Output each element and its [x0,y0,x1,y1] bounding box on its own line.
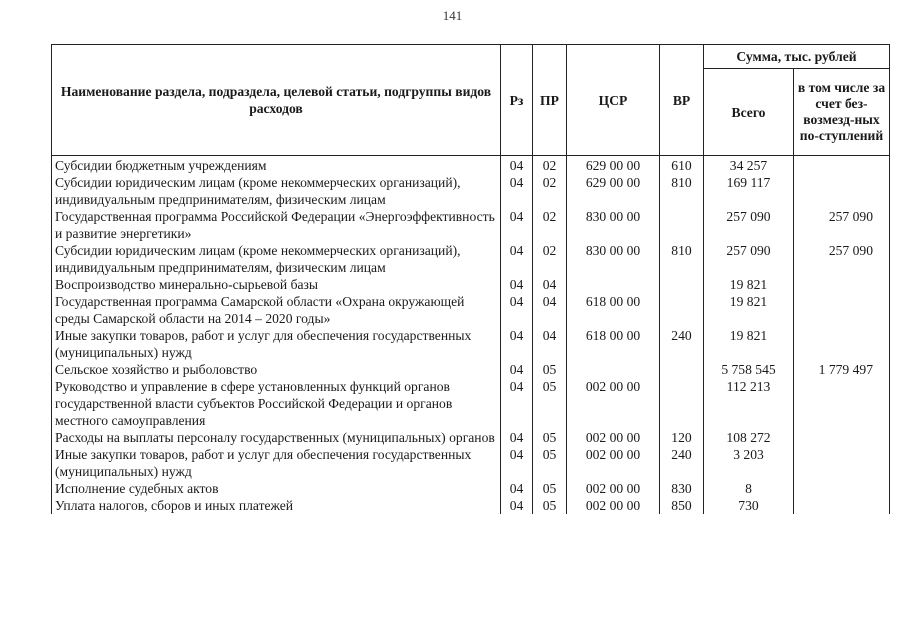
cell-vr: 120 [660,429,704,446]
header-vr: ВР [660,45,704,156]
cell-rz: 04 [501,327,533,361]
cell-total: 112 213 [704,378,794,429]
cell-grant [794,497,890,514]
table-row [52,361,890,378]
cell-rz: 04 [501,293,533,327]
cell-rz: 04 [501,378,533,429]
cell-pr: 05 [533,497,567,514]
cell-pr: 02 [533,242,567,276]
cell-rz: 04 [501,497,533,514]
cell-csr: 830 00 00 [567,208,660,242]
cell-name: Государственная программа Российской Федерации «Энергоэффективность и развитие энергетики» [52,208,501,242]
table-row [52,378,890,429]
cell-pr: 05 [533,429,567,446]
cell-grant [794,293,890,327]
table-row [52,293,890,327]
cell-pr: 02 [533,156,567,175]
cell-grant [794,276,890,293]
cell-pr: 04 [533,327,567,361]
table-row [52,480,890,497]
cell-vr [660,208,704,242]
cell-rz: 04 [501,429,533,446]
cell-vr [660,293,704,327]
cell-grant: 257 090 [794,242,890,276]
cell-csr [567,276,660,293]
cell-vr: 240 [660,446,704,480]
cell-grant: 257 090 [794,208,890,242]
cell-csr: 002 00 00 [567,446,660,480]
cell-pr: 05 [533,480,567,497]
cell-vr: 850 [660,497,704,514]
cell-name: Руководство и управление в сфере установленных функций органов государственной власти субъектов Российской Федерации и органов местного самоуправления [52,378,501,429]
cell-name: Субсидии бюджетным учреждениям [52,156,501,175]
header-pr: ПР [533,45,567,156]
cell-total: 19 821 [704,293,794,327]
cell-grant [794,446,890,480]
cell-csr [567,361,660,378]
cell-rz: 04 [501,174,533,208]
cell-name: Воспроизводство минерально-сырьевой базы [52,276,501,293]
cell-total: 19 821 [704,276,794,293]
cell-grant [794,378,890,429]
cell-grant [794,327,890,361]
cell-rz: 04 [501,242,533,276]
cell-name: Субсидии юридическим лицам (кроме некоммерческих организаций), индивидуальным предпринимателям, физическим лицам [52,242,501,276]
cell-name: Субсидии юридическим лицам (кроме некоммерческих организаций), индивидуальным предпринимателям, физическим лицам [52,174,501,208]
cell-pr: 05 [533,378,567,429]
cell-csr: 002 00 00 [567,429,660,446]
cell-grant [794,174,890,208]
page-number: 141 [442,8,463,23]
table-row [52,156,890,175]
table-body [52,156,890,515]
table-row [52,327,890,361]
cell-name: Расходы на выплаты персоналу государственных (муниципальных) органов [52,429,501,446]
cell-vr: 240 [660,327,704,361]
cell-pr: 02 [533,208,567,242]
cell-name: Иные закупки товаров, работ и услуг для обеспечения государственных (муниципальных) нужд [52,446,501,480]
cell-name: Сельское хозяйство и рыболовство [52,361,501,378]
cell-total: 5 758 545 [704,361,794,378]
cell-grant [794,480,890,497]
cell-rz: 04 [501,208,533,242]
table-row [52,446,890,480]
header-name: Наименование раздела, подраздела, целевой статьи, подгруппы видов расходов [52,45,501,156]
table-row [52,497,890,514]
cell-rz: 04 [501,480,533,497]
cell-pr: 05 [533,361,567,378]
header-total: Всего [704,69,794,156]
cell-total: 730 [704,497,794,514]
cell-vr [660,276,704,293]
cell-rz: 04 [501,156,533,175]
cell-name: Иные закупки товаров, работ и услуг для обеспечения государственных (муниципальных) нужд [52,327,501,361]
cell-grant [794,156,890,175]
cell-name: Уплата налогов, сборов и иных платежей [52,497,501,514]
header-grant: в том числе за счет без-возмезд-ных по-ступлений [794,69,890,156]
cell-vr [660,361,704,378]
cell-vr: 810 [660,174,704,208]
cell-vr: 810 [660,242,704,276]
cell-total: 8 [704,480,794,497]
cell-rz: 04 [501,361,533,378]
cell-total: 169 117 [704,174,794,208]
header-rz: Рз [501,45,533,156]
cell-total: 108 272 [704,429,794,446]
cell-pr: 04 [533,293,567,327]
cell-csr: 618 00 00 [567,327,660,361]
cell-csr: 830 00 00 [567,242,660,276]
cell-vr: 830 [660,480,704,497]
table-row [52,242,890,276]
header-csr: ЦСР [567,45,660,156]
cell-pr: 04 [533,276,567,293]
table-row [52,174,890,208]
cell-vr: 610 [660,156,704,175]
header-amount: Сумма, тыс. рублей [704,45,890,69]
budget-table [51,44,890,514]
cell-name: Государственная программа Самарской области «Охрана окружающей среды Самарской области на 2014 – 2020 годы» [52,293,501,327]
table-header [52,45,890,156]
cell-csr: 618 00 00 [567,293,660,327]
cell-total: 257 090 [704,208,794,242]
cell-total: 34 257 [704,156,794,175]
cell-csr: 629 00 00 [567,174,660,208]
cell-csr: 629 00 00 [567,156,660,175]
table-row [52,276,890,293]
table-row [52,208,890,242]
cell-pr: 05 [533,446,567,480]
cell-csr: 002 00 00 [567,497,660,514]
cell-pr: 02 [533,174,567,208]
cell-grant [794,429,890,446]
table-row [52,429,890,446]
cell-total: 257 090 [704,242,794,276]
cell-grant: 1 779 497 [794,361,890,378]
cell-total: 19 821 [704,327,794,361]
cell-csr: 002 00 00 [567,480,660,497]
cell-rz: 04 [501,446,533,480]
cell-csr: 002 00 00 [567,378,660,429]
cell-vr [660,378,704,429]
cell-total: 3 203 [704,446,794,480]
cell-rz: 04 [501,276,533,293]
cell-name: Исполнение судебных актов [52,480,501,497]
